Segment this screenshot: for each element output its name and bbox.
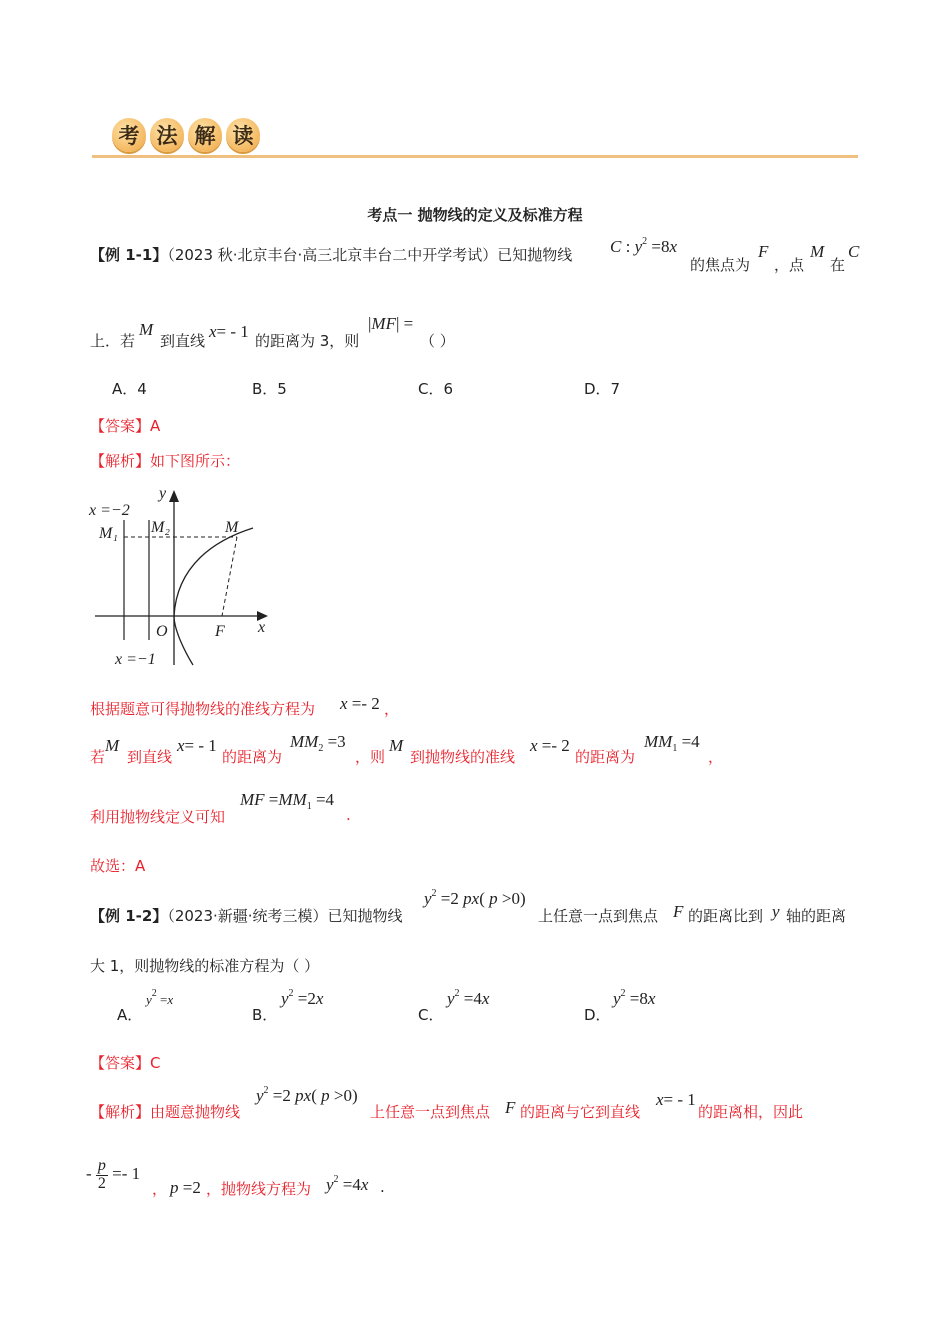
ex2-rest-text: 上任意一点到焦点	[538, 907, 659, 925]
fig-label-F: F	[215, 623, 225, 640]
ex1-var-M: M	[810, 242, 825, 261]
ex1-MF-abs: |MF| =	[368, 314, 414, 333]
ex1-parabola-eq: C : $y^2 =8x$	[610, 236, 678, 256]
parabola-figure	[85, 480, 285, 670]
ex2-question-line1	[90, 905, 403, 926]
ex2-final-period: .	[380, 1178, 385, 1196]
fig-label-M2: M₂	[151, 519, 170, 536]
ex2-final-eq: $y^2 =4x$	[326, 1174, 369, 1194]
ex2-option-a-eq: $y^2 =x$	[146, 988, 174, 1007]
ex2-tag: 【例 1-2】	[90, 907, 168, 925]
ex2-analysis-line: x= - 1	[656, 1090, 696, 1109]
ex1-MM1-eq: $MM_1 =4$	[644, 732, 700, 754]
ex1-question-line1	[90, 244, 572, 265]
ex2-answer	[90, 1052, 161, 1073]
ex1-var-F: F	[758, 242, 769, 261]
fig-label-x-neg1: x =−1	[115, 651, 156, 668]
ex2-analysis-parabola: $y^2 =2$ px( p >0)	[256, 1085, 358, 1105]
ex2-option-b-eq: $y^2 =2x$	[281, 988, 324, 1008]
ex1-paren: （ ）	[420, 332, 455, 350]
ex1-step1-comma: ，	[384, 700, 400, 718]
ex1-point-text: ，点	[774, 256, 805, 274]
badge-du: 读	[226, 118, 260, 152]
ex1-analysis-intro: 如下图所示：	[150, 452, 241, 470]
ex1-dist-text: 的距离为 3，则	[255, 332, 360, 350]
ex1-toline-text: 到直线	[160, 332, 206, 350]
ex1-MF-eq: MF $=MM_1 =4$	[240, 790, 335, 812]
dashed-M-to-F	[222, 537, 237, 616]
ex1-step2-dist: 的距离为	[222, 748, 283, 766]
ex1-step2-M-b: M	[389, 736, 404, 755]
ex1-var-M2: M	[139, 320, 154, 339]
ex1-option-b: B．5	[252, 380, 287, 398]
ex2-question-line2: 大 1，则抛物线的标准方程为（ ）	[90, 957, 320, 975]
ex1-answer-value: A	[150, 417, 161, 435]
ex1-step2-dist2: 的距离为	[575, 748, 636, 766]
fig-label-O: O	[156, 623, 168, 640]
ex2-source: （2023·新疆·统考三模）已知抛物线	[167, 907, 403, 925]
ex2-analysis-result: ，抛物线方程为	[206, 1180, 312, 1198]
ex1-MM2-eq: $MM_2 =3$	[290, 732, 346, 754]
ex2-var-F: F	[673, 902, 684, 921]
ex1-step2-if: 若	[90, 748, 106, 766]
ex1-answer	[90, 415, 160, 436]
ex1-on-text: 在	[830, 256, 846, 274]
ex1-option-a: A．4	[112, 380, 147, 398]
ex1-step2-toline: 到直线	[127, 748, 173, 766]
ex2-parabola-eq: $y^2 =2$ px( p >0)	[424, 888, 526, 908]
ex1-tag: 【例 1-1】	[90, 246, 168, 264]
fig-label-M: M	[225, 519, 239, 536]
ex1-line-eq: x= - 1	[209, 322, 249, 341]
ex2-analysis-text1: 由题意抛物线	[150, 1103, 241, 1121]
ex2-var-y: y	[772, 902, 780, 921]
ex2-analysis-label: 【解析】	[90, 1103, 151, 1121]
fig-label-M1: M₁	[99, 525, 118, 542]
ex2-option-d: D．	[584, 1006, 611, 1024]
ex1-option-d: D．7	[584, 380, 621, 398]
ex1-step2-directrix: x =- 2	[530, 736, 570, 755]
ex1-step2-then: ，则	[355, 748, 386, 766]
ex2-option-b: B．	[252, 1006, 278, 1024]
ex1-step2-line-eq: x= - 1	[177, 736, 217, 755]
ex2-analysis-F: F	[505, 1098, 516, 1117]
ex2-option-c: C．	[418, 1006, 444, 1024]
ex1-step3-period: .	[346, 806, 351, 824]
fig-label-y: y	[159, 485, 167, 502]
ex1-step2-M: M	[105, 736, 120, 755]
fig-label-x: x	[258, 619, 266, 636]
section-title: 考点一 抛物线的定义及标准方程	[367, 206, 583, 224]
ex1-directrix-eq: x =- 2	[340, 694, 380, 713]
ex1-focus-text: 的焦点为	[690, 256, 751, 274]
ex1-var-C: C	[848, 242, 860, 261]
ex1-answer-label: 【答案】	[90, 417, 151, 435]
ex2-p-fraction: - $\frac{p}{2}$ =- 1	[86, 1157, 141, 1192]
ex2-analysis-comma: ，	[152, 1180, 168, 1198]
ex2-answer-label: 【答案】	[90, 1054, 151, 1072]
ex1-step1-text: 根据题意可得抛物线的准线方程为	[90, 700, 316, 718]
ex1-step3-text: 利用抛物线定义可知	[90, 808, 226, 826]
ex1-conclusion: 故选：A	[90, 857, 146, 875]
ex2-analysis-text3: 的距离与它到直线	[520, 1103, 641, 1121]
banner-underline	[92, 155, 858, 158]
y-axis-arrow	[169, 490, 179, 502]
ex2-answer-value: C	[150, 1054, 161, 1072]
ex1-question-line2: 上．若	[90, 332, 136, 350]
ex2-option-d-eq: $y^2 =8x$	[613, 988, 656, 1008]
parabola-curve	[174, 528, 253, 665]
badge-kao: 考	[112, 118, 146, 152]
ex1-option-c: C．6	[418, 380, 454, 398]
badge-jie: 解	[188, 118, 222, 152]
ex2-analysis-text4: 的距离相，因此	[698, 1103, 804, 1121]
ex1-source: （2023 秋·北京丰台·高三北京丰台二中开学考试）已知抛物线	[167, 246, 573, 264]
fig-label-x-neg2: x =−2	[89, 502, 130, 519]
ex2-option-a: A．	[117, 1006, 143, 1024]
ex1-step2-todirectrix: 到抛物线的准线	[410, 748, 516, 766]
ex2-rest-text2: 的距离比到	[688, 907, 764, 925]
ex2-option-c-eq: $y^2 =4x$	[447, 988, 490, 1008]
ex2-analysis	[90, 1101, 240, 1122]
ex1-analysis-heading	[90, 450, 240, 471]
ex1-analysis-label: 【解析】	[90, 452, 151, 470]
badge-fa: 法	[150, 118, 184, 152]
ex1-step2-comma: ，	[708, 748, 724, 766]
ex2-p-eq: p =2	[170, 1178, 201, 1197]
ex2-rest-text3: 轴的距离	[786, 907, 847, 925]
ex2-analysis-text2: 上任意一点到焦点	[370, 1103, 491, 1121]
